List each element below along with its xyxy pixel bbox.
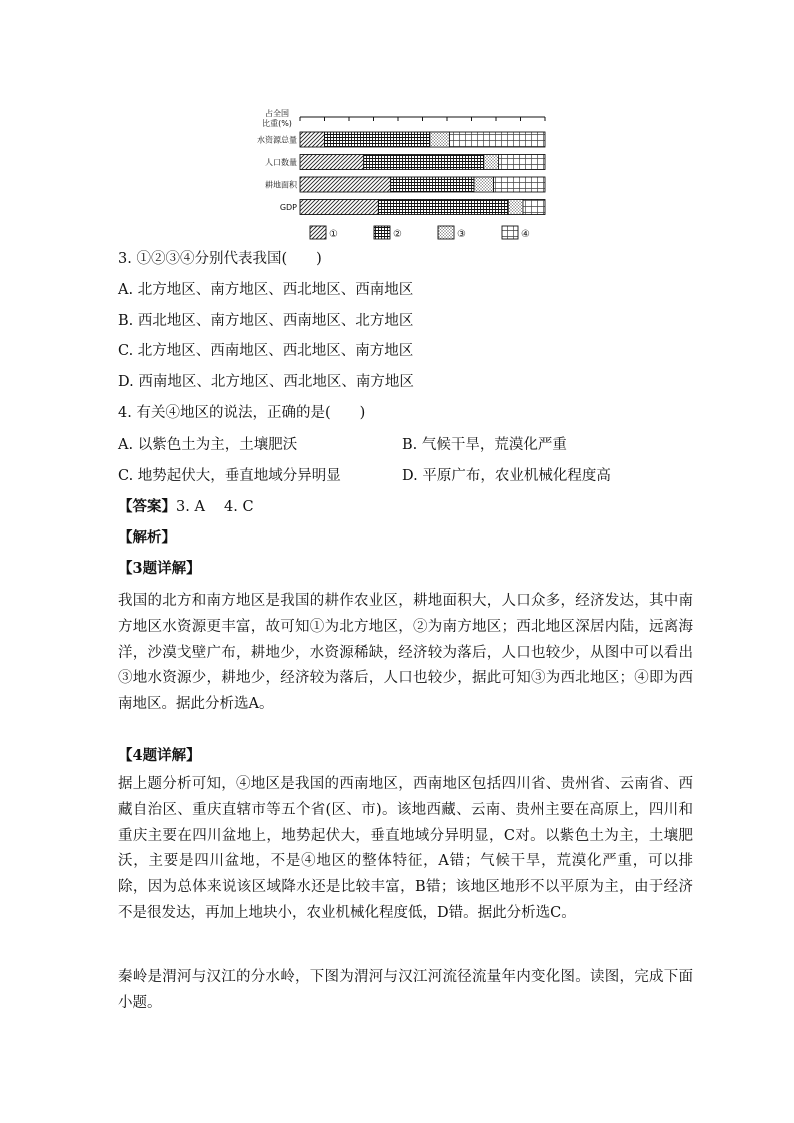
- legend-swatch: [374, 226, 390, 239]
- bar-segment: [430, 132, 450, 147]
- q4-option-b: B. 气候干旱，荒漠化严重: [402, 437, 567, 453]
- bar-segment: [391, 177, 474, 192]
- q3-option-d: D. 西南地区、北方地区、西北地区、南方地区: [118, 374, 414, 390]
- answer-line: [118, 497, 254, 517]
- detail3-paragraph: 我国的北方和南方地区是我国的耕作农业区，耕地面积大，人口众多，经济发达，其中南方地区水资源更丰富，故可知①为北方地区，②为南方地区；西北地区深居内陆，远离海洋，沙漠戈壁广布，耕地少，水资源稀缺，经济较为落后，人口也较少，从图中可以看出③地水资源少，耕地少，经济较为落后，人口也较少，据此可知③为西北地区；④即为西南地区。据此分析选A。: [118, 593, 693, 713]
- q3-stem: 3. ①②③④分别代表我国( ): [118, 251, 322, 267]
- legend-label: ④: [521, 229, 530, 240]
- q4-option-c: C. 地势起伏大，垂直地域分异明显: [118, 468, 341, 484]
- bar-segment: [300, 132, 325, 147]
- legend-swatch: [502, 226, 518, 239]
- legend-label: ②: [393, 229, 402, 240]
- q3-option-c: C. 北方地区、西南地区、西北地区、南方地区: [118, 343, 414, 359]
- detail3-tag: 【3题详解】: [118, 560, 201, 577]
- q4-stem: 4. 有关④地区的说法，正确的是( ): [118, 405, 366, 421]
- next-question-intro: 秦岭是渭河与汉江的分水岭，下图为渭河与汉江河流径流量年内变化图。读图，完成下面小题。: [118, 969, 693, 1011]
- detail4-tag: 【4题详解】: [118, 747, 201, 764]
- bar-segment: [300, 155, 364, 170]
- analysis-tag: 【解析】: [118, 529, 176, 546]
- bar-segment: [325, 132, 430, 147]
- q4-option-d: D. 平原广布，农业机械化程度高: [402, 468, 611, 484]
- bar-segment: [300, 177, 391, 192]
- y-axis-title-line1: 占全国: [265, 109, 289, 118]
- legend-swatch: [310, 226, 326, 239]
- q3-option-b: B. 西北地区、南方地区、西南地区、北方地区: [118, 313, 414, 329]
- bar-segment: [498, 155, 545, 170]
- q4-option-a: A. 以紫色土为主，土壤肥沃: [118, 437, 298, 453]
- answer-tag: 【答案】: [118, 498, 176, 515]
- category-label: 水资源总量: [257, 135, 297, 145]
- legend-label: ①: [329, 229, 338, 240]
- detail4-paragraph: 据上题分析可知，④地区是我国的西南地区，西南地区包括四川省、贵州省、云南省、西藏自治区、重庆直辖市等五个省(区、市)。该地西藏、云南、贵州主要在高原上，四川和重庆主要在四川盆地上，地势起伏大，垂直地域分异明显，C对。以紫色土为主，土壤肥沃，主要是四川盆地，不是④地区的整体特征，A错；气候干旱，荒漠化严重，可以排除，因为总体来说该区域降水还是比较丰富，B错；该地区地形不以平原为主，由于经济不是很发达，再加上地块小，农业机械化程度低，D错。据此分析选C。: [118, 776, 693, 921]
- bar-segment: [484, 155, 499, 170]
- bar-segment: [508, 200, 523, 215]
- q3-option-a: A. 北方地区、南方地区、西北地区、西南地区: [118, 282, 414, 298]
- bar-group: [257, 132, 545, 215]
- bar-segment: [449, 132, 545, 147]
- bar-segment: [474, 177, 494, 192]
- y-axis-title-line2: 比重(%): [262, 119, 292, 128]
- legend-swatch: [438, 226, 454, 239]
- answer-text: 3. A 4. C: [176, 499, 254, 515]
- bar-segment: [494, 177, 545, 192]
- bar-segment: [378, 200, 508, 215]
- x-axis: [300, 117, 545, 121]
- bar-segment: [300, 200, 378, 215]
- bar-segment: [523, 200, 545, 215]
- legend-label: ③: [457, 229, 466, 240]
- category-label: 人口数量: [265, 158, 297, 167]
- stacked-bar-chart: [255, 104, 555, 240]
- category-label: 耕地面积: [265, 180, 297, 190]
- category-label: GDP: [279, 203, 297, 212]
- chart-legend: [310, 226, 530, 240]
- bar-segment: [364, 155, 484, 170]
